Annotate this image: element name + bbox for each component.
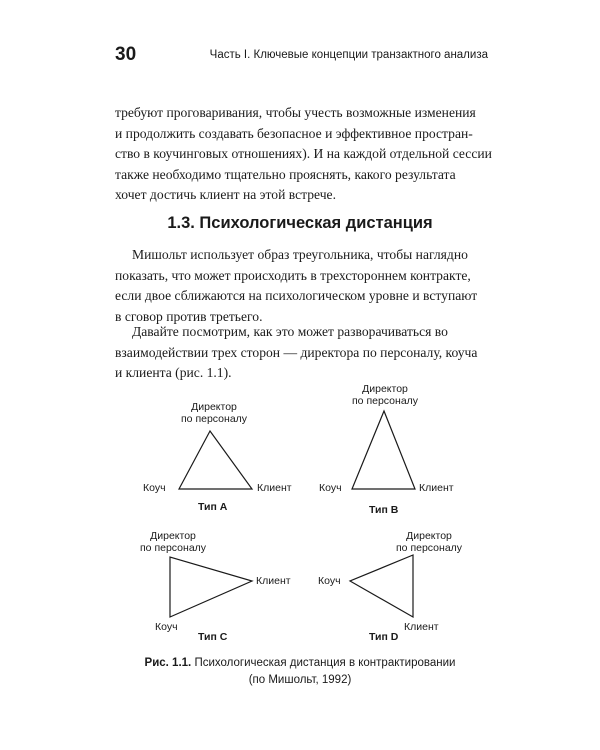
text-line: требуют проговаривания, чтобы учесть возможные изменения (115, 105, 476, 120)
caption-label: Рис. 1.1. (144, 657, 192, 669)
text-line: взаимодействии трех сторон — директора по персоналу, коуча (115, 344, 478, 360)
label-coach-a: Коуч (143, 482, 166, 494)
paragraph-misholt (115, 245, 488, 327)
text-line: ство в коучинговых отношениях). И на каждой отдельной сессии (115, 146, 492, 161)
text-line: Давайте посмотрим, как это может разворачиваться во (132, 324, 448, 339)
triangle-type-d (350, 555, 413, 617)
figure-psychological-distance (0, 375, 600, 695)
caption-source: (по Мишольт, 1992) (248, 674, 352, 686)
figure-caption (0, 655, 600, 689)
label-coach-c: Коуч (155, 621, 178, 633)
label-client-a: Клиент (257, 482, 292, 494)
label-director-a: Директор по персоналу (181, 401, 248, 425)
label-coach-b: Коуч (319, 482, 342, 494)
label-type-d: Тип D (369, 631, 399, 643)
text-line: и клиента (рис. 1.1). (115, 365, 232, 380)
label-type-c: Тип C (198, 631, 228, 643)
label-director-d: Директор по персоналу (396, 530, 463, 554)
text-line: и продолжить создавать безопасное и эффективное простран- (115, 125, 473, 141)
label-director-c: Директор по персоналу (140, 530, 207, 554)
label-type-a: Тип A (198, 501, 228, 513)
text-line: хочет достичь клиент на этой встрече. (115, 187, 336, 202)
triangle-type-a (179, 431, 252, 489)
triangles-diagram (0, 375, 600, 695)
label-director-b: Директор по персоналу (352, 383, 419, 407)
running-title: Часть I. Ключевые концепции транзактного анализа (209, 49, 488, 61)
label-type-b: Тип B (369, 504, 399, 516)
label-client-c: Клиент (256, 575, 291, 587)
label-coach-d: Коуч (318, 575, 341, 587)
caption-text: Психологическая дистанция в контрактировании (194, 657, 456, 669)
triangle-type-b (352, 411, 415, 489)
label-client-d: Клиент (404, 621, 439, 633)
text-line: показать, что может происходить в трехстороннем контракте, (115, 267, 471, 283)
text-line: если двое сближаются на психологическом уровне и вступают (115, 288, 478, 303)
paragraph-continuation (115, 103, 492, 206)
text-line: также необходимо тщательно прояснять, какого результата (115, 166, 456, 182)
label-client-b: Клиент (419, 482, 454, 494)
page-number: 30 (115, 44, 137, 65)
triangle-type-c (170, 557, 252, 617)
text-line: в сговор против третьего. (115, 308, 263, 324)
section-heading: 1.3. Психологическая дистанция (167, 214, 433, 232)
text-line: Мишольт использует образ треугольника, чтобы наглядно (132, 247, 468, 262)
